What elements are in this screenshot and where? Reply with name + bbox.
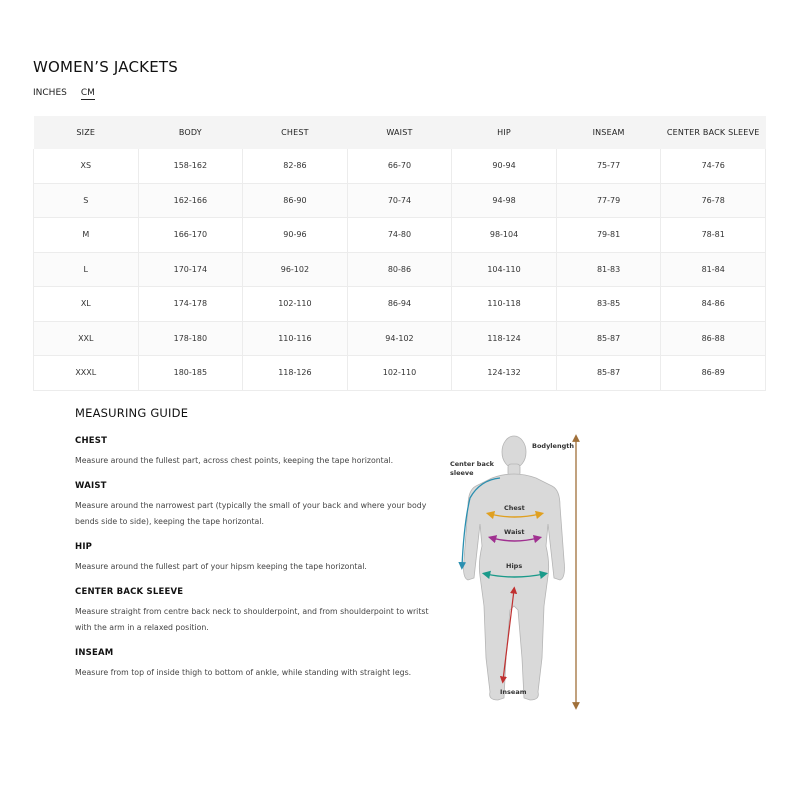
measurement-cell: 79-81	[556, 218, 661, 253]
guide-heading: CHEST	[75, 436, 108, 446]
measurement-cell: 70-74	[347, 183, 452, 218]
measurement-cell: 94-102	[347, 321, 452, 356]
measurement-cell: 86-88	[661, 321, 766, 356]
table-row	[34, 252, 766, 287]
measurement-cell: 85-87	[556, 321, 661, 356]
label-inseam: Inseam	[500, 688, 527, 696]
column-header: CHEST	[243, 116, 348, 149]
measurement-cell: 90-94	[452, 149, 557, 183]
measurement-cell: 170-174	[138, 252, 243, 287]
measurement-cell: 158-162	[138, 149, 243, 183]
measurement-cell: 83-85	[556, 287, 661, 322]
measurement-cell: 166-170	[138, 218, 243, 253]
measurement-cell: 162-166	[138, 183, 243, 218]
page-title: WOMEN’S JACKETS	[33, 58, 178, 76]
measurement-cell: 77-79	[556, 183, 661, 218]
guide-title: MEASURING GUIDE	[75, 406, 189, 420]
guide-heading: CENTER BACK SLEEVE	[75, 587, 184, 597]
measurement-cell: 180-185	[138, 356, 243, 391]
column-header: CENTER BACK SLEEVE	[661, 116, 766, 149]
table-row	[34, 356, 766, 391]
measurement-cell: 102-110	[347, 356, 452, 391]
table-header-row	[34, 116, 766, 149]
size-cell: XXXL	[34, 356, 139, 391]
label-hips: Hips	[506, 562, 523, 570]
measurement-cell: 94-98	[452, 183, 557, 218]
table-row	[34, 287, 766, 322]
guide-heading: WAIST	[75, 481, 107, 491]
measurement-cell: 66-70	[347, 149, 452, 183]
measurement-cell: 96-102	[243, 252, 348, 287]
measuring-guide	[75, 406, 435, 693]
table-row	[34, 321, 766, 356]
size-cell: XXL	[34, 321, 139, 356]
label-center-back-2: sleeve	[450, 469, 474, 477]
guide-text: Measure from top of inside thigh to bottom of ankle, while standing with straight legs.	[75, 668, 412, 677]
table-row	[34, 149, 766, 183]
measurement-cell: 80-86	[347, 252, 452, 287]
size-cell: M	[34, 218, 139, 253]
guide-text: Measure around the fullest part, across chest points, keeping the tape horizontal.	[75, 456, 394, 465]
guide-item-waist	[75, 481, 435, 530]
measurement-cell: 98-104	[452, 218, 557, 253]
measurement-cell: 86-89	[661, 356, 766, 391]
column-header: INSEAM	[556, 116, 661, 149]
body-silhouette-illustration	[440, 428, 590, 714]
column-header: SIZE	[34, 116, 139, 149]
label-center-back-1: Center back	[450, 460, 495, 468]
measurement-cell: 86-94	[347, 287, 452, 322]
guide-text: Measure around the narrowest part (typically the small of your back and where your body bends side to side), keeping the tape horizontal.	[75, 501, 427, 526]
measurement-cell: 110-116	[243, 321, 348, 356]
measurement-cell: 124-132	[452, 356, 557, 391]
measurement-cell: 178-180	[138, 321, 243, 356]
label-waist: Waist	[504, 528, 525, 536]
measurement-cell: 86-90	[243, 183, 348, 218]
table-row	[34, 183, 766, 218]
measurement-cell: 90-96	[243, 218, 348, 253]
measurement-cell: 118-124	[452, 321, 557, 356]
measurement-cell: 110-118	[452, 287, 557, 322]
label-chest: Chest	[504, 504, 525, 512]
unit-inches-link[interactable]: INCHES	[33, 88, 67, 98]
guide-item-hip	[75, 542, 435, 575]
measurement-cell: 81-84	[661, 252, 766, 287]
guide-item-inseam	[75, 648, 435, 681]
unit-toggle	[33, 88, 95, 100]
size-cell: S	[34, 183, 139, 218]
measurement-cell: 84-86	[661, 287, 766, 322]
measurement-cell: 76-78	[661, 183, 766, 218]
measurement-cell: 74-80	[347, 218, 452, 253]
size-cell: XS	[34, 149, 139, 183]
guide-item-chest	[75, 436, 435, 469]
guide-text: Measure around the fullest part of your hipsm keeping the tape horizontal.	[75, 562, 367, 571]
label-bodylength: Bodylength	[532, 442, 574, 450]
measurement-cell: 104-110	[452, 252, 557, 287]
unit-cm-link[interactable]: CM	[80, 88, 95, 98]
measurement-cell: 81-83	[556, 252, 661, 287]
column-header: HIP	[452, 116, 557, 149]
measurement-cell: 82-86	[243, 149, 348, 183]
measurement-cell: 74-76	[661, 149, 766, 183]
measurement-cell: 118-126	[243, 356, 348, 391]
guide-text: Measure straight from centre back neck to shoulderpoint, and from shoulderpoint to writst with the arm in a relaxed position.	[75, 607, 429, 632]
column-header: BODY	[138, 116, 243, 149]
guide-item-center-back-sleeve	[75, 587, 435, 636]
size-cell: XL	[34, 287, 139, 322]
guide-heading: INSEAM	[75, 648, 114, 658]
table-row	[34, 218, 766, 253]
measurement-cell: 174-178	[138, 287, 243, 322]
measurement-cell: 75-77	[556, 149, 661, 183]
measurement-cell: 85-87	[556, 356, 661, 391]
measurement-figure	[440, 428, 590, 714]
size-chart-table	[33, 116, 766, 391]
measurement-cell: 78-81	[661, 218, 766, 253]
measurement-cell: 102-110	[243, 287, 348, 322]
guide-heading: HIP	[75, 542, 93, 552]
size-cell: L	[34, 252, 139, 287]
column-header: WAIST	[347, 116, 452, 149]
